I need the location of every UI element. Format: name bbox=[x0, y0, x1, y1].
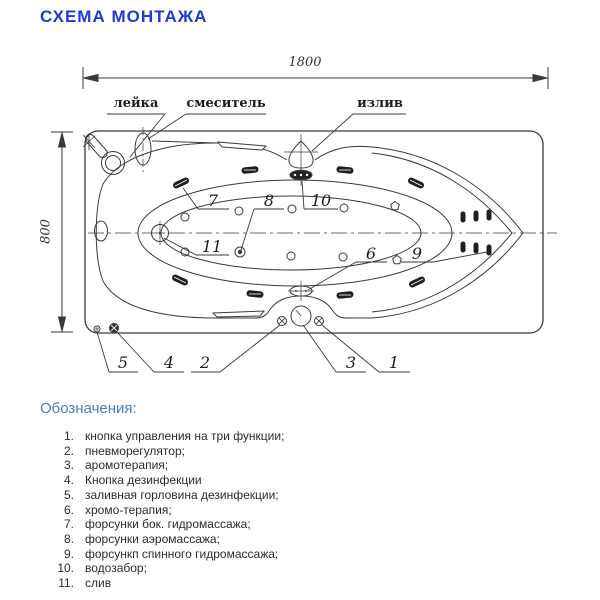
legend-item-number: 7. bbox=[63, 517, 74, 532]
side-hydromassage-jets bbox=[171, 166, 426, 299]
legend bbox=[40, 400, 560, 591]
callout-5: 5 bbox=[117, 353, 129, 372]
legend-item-text: Кнопка дезинфекции bbox=[85, 473, 202, 488]
spinal-hydromassage-jets bbox=[461, 210, 492, 256]
legend-item bbox=[42, 429, 560, 444]
dimension-length-line bbox=[83, 67, 548, 89]
legend-item-text: форсунки аэромассажа; bbox=[85, 531, 220, 546]
legend-item bbox=[42, 517, 560, 532]
part-label-spout: излив bbox=[357, 96, 403, 111]
legend-item bbox=[42, 473, 560, 488]
chromotherapy-light bbox=[288, 281, 314, 301]
legend-item-text: форсунки бок. гидромассажа; bbox=[85, 517, 251, 532]
page-title: СХЕМА МОНТАЖА bbox=[40, 7, 208, 26]
legend-item bbox=[42, 532, 560, 547]
legend-item-number: 6. bbox=[63, 502, 74, 517]
legend-item bbox=[42, 576, 560, 591]
bowl-inner-right-contour bbox=[372, 153, 512, 312]
legend-item-number: 9. bbox=[63, 546, 74, 561]
overflow-slot-bottom bbox=[213, 311, 264, 317]
part-label-shower-head: лейка bbox=[113, 96, 159, 111]
dimension-width-line bbox=[51, 132, 73, 332]
legend-item-number: 3. bbox=[63, 458, 74, 473]
dimension-length-value: 1800 bbox=[288, 55, 322, 70]
legend-item-number: 2. bbox=[63, 443, 74, 458]
dimension-width-value: 800 bbox=[38, 219, 54, 244]
callout-8: 8 bbox=[263, 191, 275, 210]
callout-10: 10 bbox=[310, 191, 332, 210]
legend-item-number: 1. bbox=[63, 429, 74, 443]
callout-7: 7 bbox=[207, 191, 219, 210]
water-intake bbox=[290, 170, 312, 180]
legend-item bbox=[42, 503, 560, 518]
legend-item-text: заливная горловина дезинфекции; bbox=[85, 487, 279, 502]
legend-item-text: кнопка управления на три функции; bbox=[85, 429, 285, 443]
legend-item-text: аромотерапия; bbox=[85, 458, 169, 473]
callout-2: 2 bbox=[199, 353, 211, 372]
legend-item bbox=[42, 488, 560, 503]
legend-list bbox=[42, 429, 560, 591]
control-panel bbox=[278, 306, 324, 326]
tub-outer-rim bbox=[85, 131, 543, 333]
callout-1: 1 bbox=[388, 353, 400, 372]
legend-item-text: хромо-терапия; bbox=[85, 502, 172, 517]
legend-item-number: 5. bbox=[63, 487, 74, 502]
legend-item-number: 4. bbox=[63, 473, 74, 488]
callout-11: 11 bbox=[201, 237, 223, 256]
callout-6: 6 bbox=[365, 244, 377, 263]
legend-item-text: форсункп спинного гидромассажа; bbox=[85, 546, 279, 561]
legend-item-number: 11. bbox=[58, 576, 74, 591]
part-label-mixer: смеситель bbox=[186, 96, 266, 111]
callout-3: 3 bbox=[345, 353, 357, 372]
shower-head bbox=[83, 133, 125, 175]
legend-item bbox=[42, 547, 560, 562]
legend-item bbox=[42, 458, 560, 473]
callout-4: 4 bbox=[163, 353, 175, 372]
legend-item bbox=[42, 561, 560, 576]
disinfection-fittings bbox=[94, 324, 119, 333]
legend-item bbox=[42, 444, 560, 459]
deck-line-top bbox=[152, 141, 218, 143]
legend-item-text: пневморегулятор; bbox=[85, 443, 185, 458]
legend-item-text: водозабор; bbox=[85, 561, 147, 576]
overflow-slot-top bbox=[218, 142, 266, 150]
legend-item-number: 8. bbox=[63, 531, 74, 546]
callout-9: 9 bbox=[411, 244, 423, 263]
legend-item-number: 10. bbox=[57, 561, 74, 576]
legend-heading: Обозначения: bbox=[40, 400, 137, 417]
legend-item-text: слив bbox=[85, 576, 112, 591]
